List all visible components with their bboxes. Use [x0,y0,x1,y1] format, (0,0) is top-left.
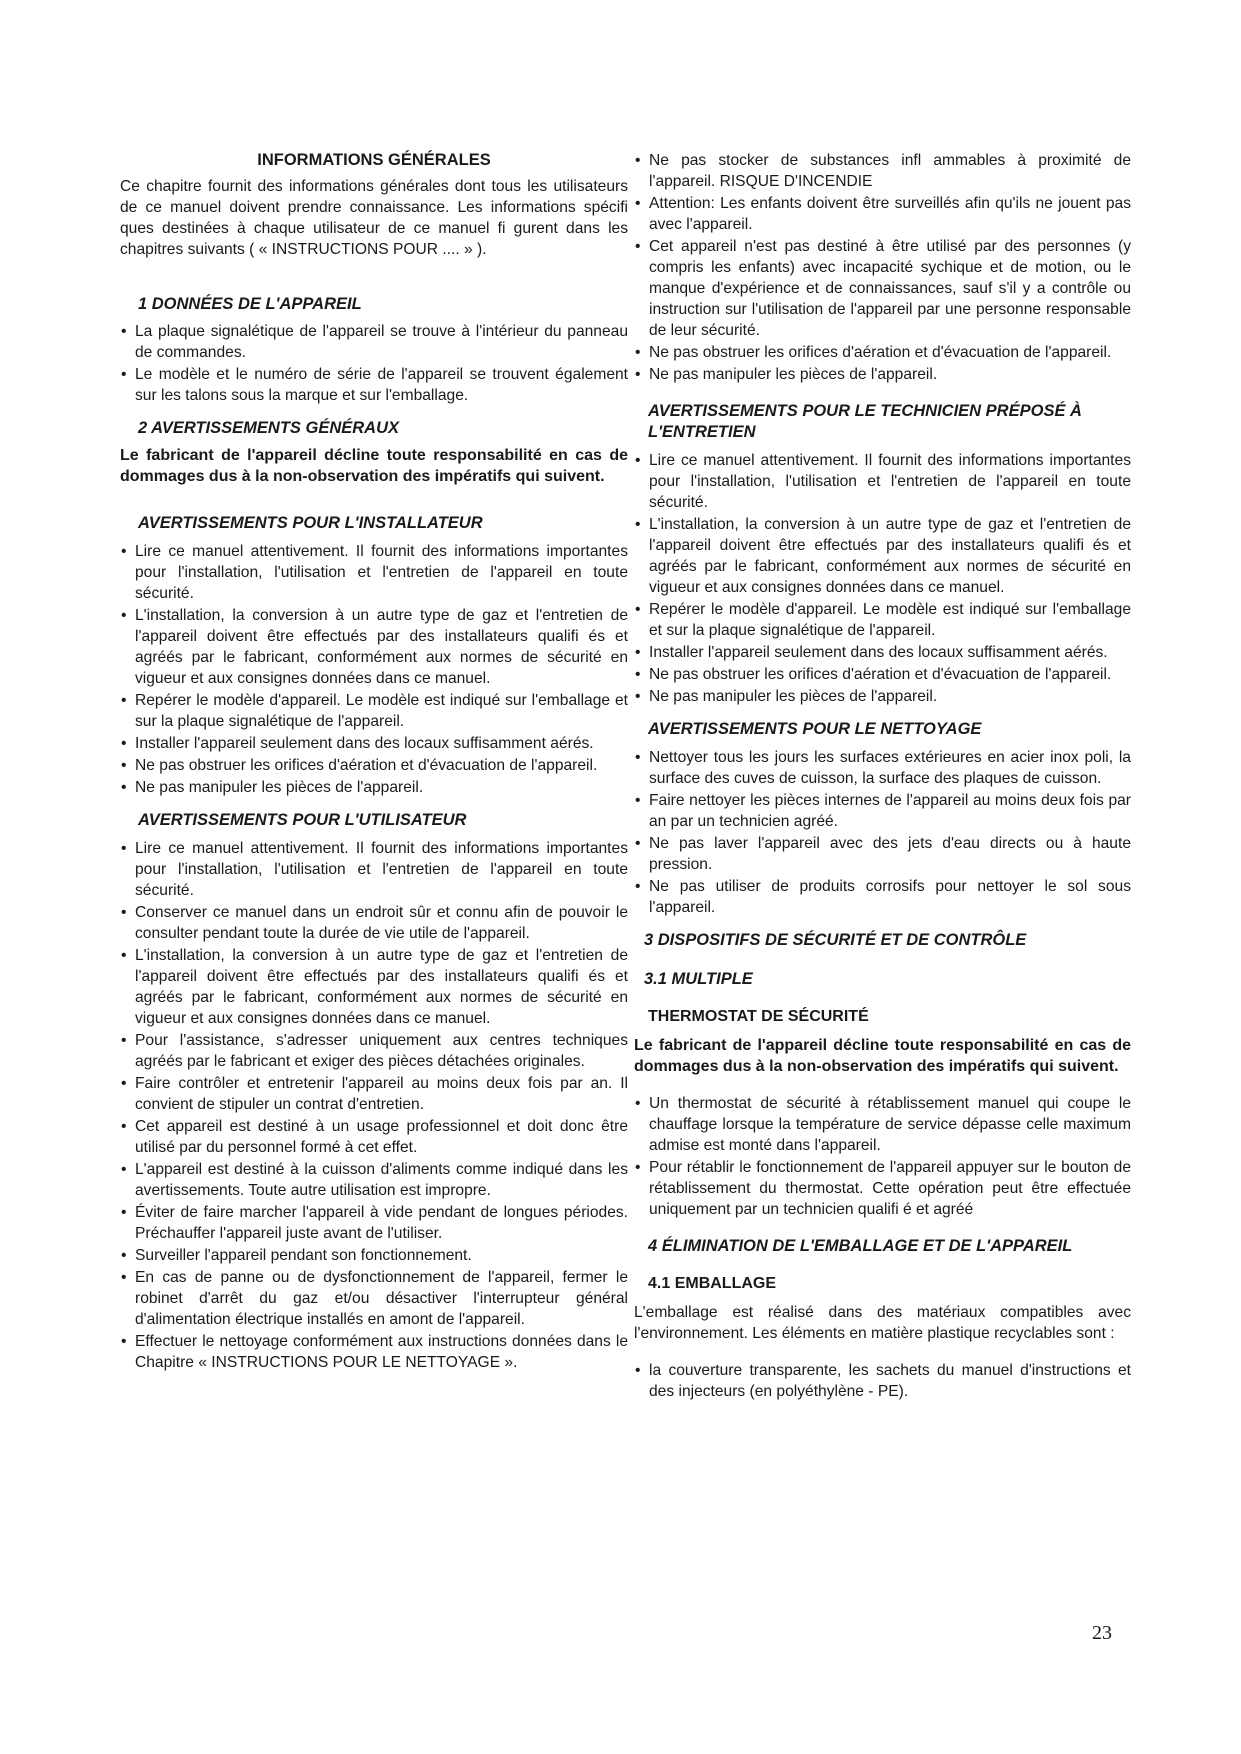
list-item: • En cas de panne ou de dysfonctionnement de l'appareil, fermer le robinet d'arrêt du gaz et/ou désactiver l'interrupteur général d'alimentation électrique installés en amont de l'appareil. [120,1267,628,1330]
list-item: • Lire ce manuel attentivement. Il fournit des informations importantes pour l'installation, l'utilisation et l'entretien de l'appareil en toute sécurité. [634,450,1131,513]
list-item: • L'installation, la conversion à un autre type de gaz et l'entretien de l'appareil doivent être effectués par des installateurs qualifi és et agréés par le fabricant, conformément aux normes de sécurité en vigueur et aux consignes données dans ce manuel. [634,514,1131,598]
thermostat-list [634,1093,1131,1220]
list-item: • Le modèle et le numéro de série de l'appareil se trouvent également sur les talons sous la marque et sur l'emballage. [120,364,628,406]
installer-warnings-list [120,541,628,798]
packaging-list [634,1360,1131,1402]
cleaning-warnings-title: AVERTISSEMENTS POUR LE NETTOYAGE [648,720,982,738]
list-item: • L'appareil est destiné à la cuisson d'aliments comme indiqué dans les avertissements. Toute autre utilisation est impropre. [120,1159,628,1201]
list-item: • Lire ce manuel attentivement. Il fournit des informations importantes pour l'installation, l'utilisation et l'entretien de l'appareil en toute sécurité. [120,838,628,901]
list-item: • Effectuer le nettoyage conformément aux instructions données dans le Chapitre « INSTRUCTIONS POUR LE NETTOYAGE ». [120,1331,628,1373]
list-item: • Repérer le modèle d'appareil. Le modèle est indiqué sur l'emballage et sur la plaque signalétique de l'appareil. [634,599,1131,641]
list-item: • Éviter de faire marcher l'appareil à vide pendant de longues périodes. Préchauffer l'appareil juste avant de l'utiliser. [120,1202,628,1244]
list-item: • Nettoyer tous les jours les surfaces extérieures en acier inox poli, la surface des cuves de cuisson, la surface des plaques de cuisson. [634,747,1131,789]
cleaning-warnings-list [634,747,1131,918]
list-item: • Pour l'assistance, s'adresser uniquement aux centres techniques agréés par le fabricant et exiger des pièces détachées originales. [120,1030,628,1072]
list-item: • Ne pas utiliser de produits corrosifs pour nettoyer le sol sous l'appareil. [634,876,1131,918]
list-item: • Pour rétablir le fonctionnement de l'appareil appuyer sur le bouton de rétablissement du thermostat. Cette opération peut être effectuée uniquement par un technicien qualifi é et agréé [634,1157,1131,1220]
section-3-1-title: 3.1 MULTIPLE [644,970,753,988]
list-item: • Ne pas manipuler les pièces de l'appareil. [120,777,628,798]
user-warnings-continued-list [634,150,1131,385]
list-item: • Un thermostat de sécurité à rétablissement manuel qui coupe le chauffage lorsque la température de service dépasse celle maximum admise est monté dans l'appareil. [634,1093,1131,1156]
list-item: • Faire contrôler et entretenir l'appareil au moins deux fois par an. Il convient de stipuler un contrat d'entretien. [120,1073,628,1115]
list-item: • L'installation, la conversion à un autre type de gaz et l'entretien de l'appareil doivent être effectués par des installateurs qualifi és et agréés par le fabricant, conformément aux normes de sécurité en vigueur et aux consignes données dans ce manuel. [120,945,628,1029]
section-4-title: 4 ÉLIMINATION DE L'EMBALLAGE ET DE L'APPAREIL [648,1237,1073,1255]
list-item: • Cet appareil est destiné à un usage professionnel et doit donc être utilisé par du personnel formé à cet effet. [120,1116,628,1158]
technician-warnings-title: AVERTISSEMENTS POUR LE TECHNICIEN PRÉPOSÉ À L'ENTRETIEN [648,402,1082,441]
list-item: • Installer l'appareil seulement dans des locaux suffisamment aérés. [120,733,628,754]
section-2-title: 2 AVERTISSEMENTS GÉNÉRAUX [138,419,399,437]
list-item: • Lire ce manuel attentivement. Il fournit des informations importantes pour l'installation, l'utilisation et l'entretien de l'appareil en toute sécurité. [120,541,628,604]
list-item: • La plaque signalétique de l'appareil se trouve à l'intérieur du panneau de commandes. [120,321,628,363]
left-column [120,150,628,1374]
list-item: • Ne pas stocker de substances infl ammables à proximité de l'appareil. RISQUE D'INCENDIE [634,150,1131,192]
list-item: • Ne pas manipuler les pièces de l'appareil. [634,686,1131,707]
packaging-paragraph: L'emballage est réalisé dans des matériaux compatibles avec l'environnement. Les éléments en matière plastique recyclables sont : [634,1304,1131,1342]
list-item: • Attention: Les enfants doivent être surveillés afin qu'ils ne jouent pas avec l'appareil. [634,193,1131,235]
list-item: • Surveiller l'appareil pendant son fonctionnement. [120,1245,628,1266]
user-warnings-title: AVERTISSEMENTS POUR L'UTILISATEUR [138,811,467,829]
list-item: • Installer l'appareil seulement dans des locaux suffisamment aérés. [634,642,1131,663]
list-item: • Ne pas obstruer les orifices d'aération et d'évacuation de l'appareil. [120,755,628,776]
user-warnings-list [120,838,628,1373]
disclaimer-paragraph: Le fabricant de l'appareil décline toute responsabilité en cas de dommages dus à la non-observation des impératifs qui suivent. [120,447,628,485]
list-item: • Ne pas laver l'appareil avec des jets d'eau directs ou à haute pression. [634,833,1131,875]
right-column [634,150,1131,1403]
technician-warnings-list [634,450,1131,707]
list-item: • L'installation, la conversion à un autre type de gaz et l'entretien de l'appareil doivent être effectués par des installateurs qualifi és et agréés par le fabricant, conformément aux normes de sécurité en vigueur et aux consignes données dans ce manuel. [120,605,628,689]
section-1-list [120,321,628,406]
list-item: • Ne pas obstruer les orifices d'aération et d'évacuation de l'appareil. [634,664,1131,685]
page-number: 23 [1092,1622,1112,1644]
list-item: • Conserver ce manuel dans un endroit sûr et connu afin de pouvoir le consulter pendant toute la durée de vie utile de l'appareil. [120,902,628,944]
list-item: • Faire nettoyer les pièces internes de l'appareil au moins deux fois par an par un technicien agréé. [634,790,1131,832]
section-1-title: 1 DONNÉES DE L'APPAREIL [138,295,362,313]
list-item: • Ne pas obstruer les orifices d'aération et d'évacuation de l'appareil. [634,342,1131,363]
list-item: • Repérer le modèle d'appareil. Le modèle est indiqué sur l'emballage et sur la plaque signalétique de l'appareil. [120,690,628,732]
disclaimer-paragraph: Le fabricant de l'appareil décline toute responsabilité en cas de dommages dus à la non-observation des impératifs qui suivent. [634,1037,1131,1075]
list-item: • Cet appareil n'est pas destiné à être utilisé par des personnes (y compris les enfants) avec incapacité sychique et de motion, ou le manque d'expérience et de connaissances, sauf s'il y a contrôle ou instruction sur l'utilisation de l'appareil par une personne responsable de leur sécurité. [634,236,1131,341]
section-3-title: 3 DISPOSITIFS DE SÉCURITÉ ET DE CONTRÔLE [644,931,1027,949]
section-4-1-title: 4.1 EMBALLAGE [648,1275,777,1292]
installer-warnings-title: AVERTISSEMENTS POUR L'INSTALLATEUR [138,514,483,532]
safety-thermostat-title: THERMOSTAT DE SÉCURITÉ [648,1008,869,1025]
intro-paragraph: Ce chapitre fournit des informations générales dont tous les utilisateurs de ce manuel doivent prendre connaissance. Les informations spécifi ques destinées à chaque utilisateur de ce manuel fi gurent dans les chapitres suivants ( « INSTRUCTIONS POUR .... » ). [120,178,628,258]
main-title: INFORMATIONS GÉNÉRALES [257,151,491,169]
list-item: • Ne pas manipuler les pièces de l'appareil. [634,364,1131,385]
list-item: • la couverture transparente, les sachets du manuel d'instructions et des injecteurs (en polyéthylène - PE). [634,1360,1131,1402]
